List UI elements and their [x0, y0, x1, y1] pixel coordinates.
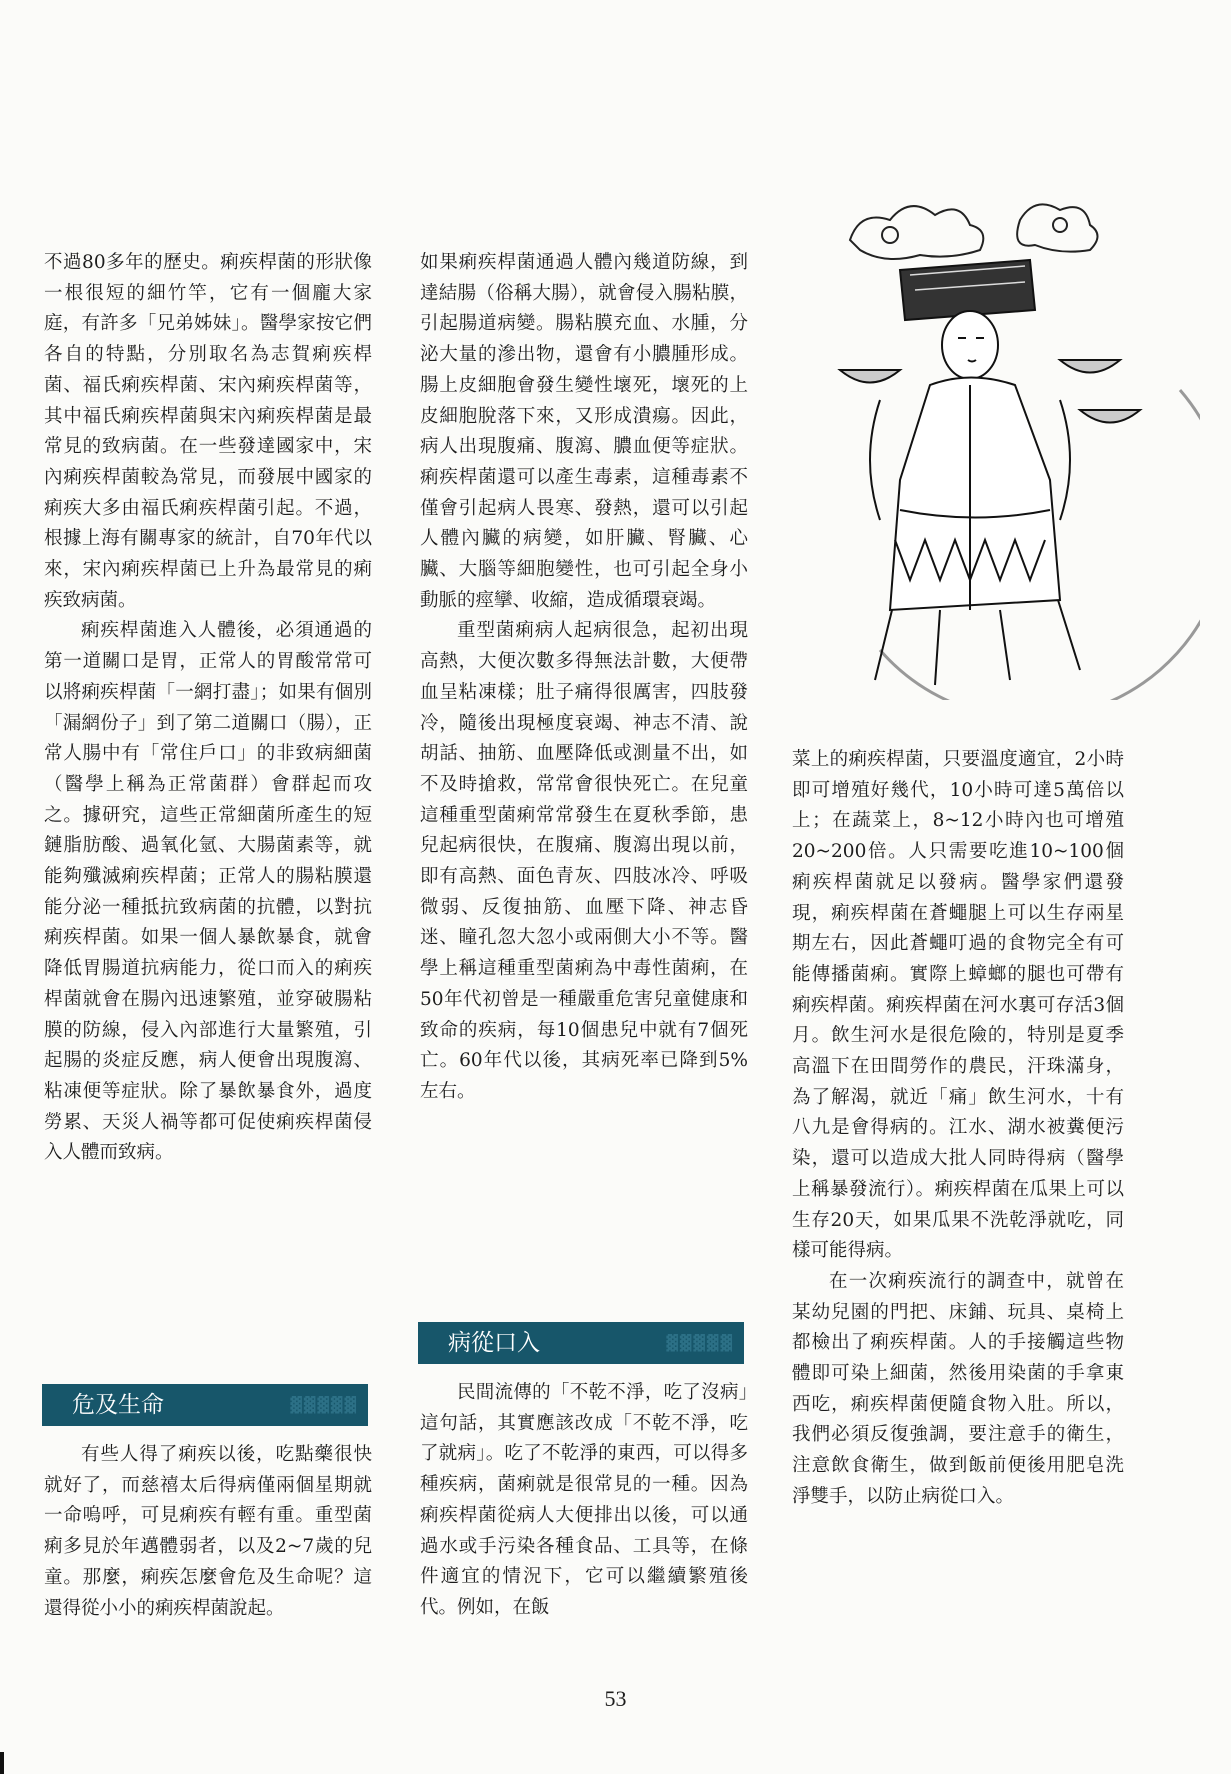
paragraph: 如果痢疾桿菌通過人體內幾道防線，到達結腸（俗稱大腸），就會侵入腸粘膜，引起腸道病變。腸粘膜充血、水腫，分泌大量的滲出物，還會有小膿腫形成。腸上皮細胞會發生變性壞死，壞死的上皮細胞脫落下來，又形成潰瘍。因此，病人出現腹痛、腹瀉、膿血便等症狀。痢疾桿菌還可以產生毒素，這種毒素不僅會引起病人畏寒、發熱，還可以引起人體內臟的病變，如肝臟、腎臟、心臟、大腦等細胞變性，也可引起全身小動脈的痙攣、收縮，造成循環衰竭。	[420, 252, 748, 611]
paragraph: 重型菌痢病人起病很急，起初出現高熱，大便次數多得無法計數，大便帶血呈粘凍樣；肚子痛得很厲害，四肢發冷，隨後出現極度衰竭、神志不清、說胡話、抽筋、血壓降低或測量不出，如不及時搶救，常常會很快死亡。在兒童這種重型菌痢常常發生在夏秋季節，患兒起病很快，在腹痛、腹瀉出現以前，即有高熱、面色青灰、四肢冰冷、呼吸微弱、反復抽筋、血壓下降、神志昏迷、瞳孔忽大忽小或兩側大小不等。醫學上稱這種重型菌痢為中毒性菌痢，在50年代初曾是一種嚴重危害兒童健康和致命的疾病，每10個患兒中就有7個死亡。60年代以後，其病死率已降到5%左右。	[420, 620, 748, 1102]
scan-mark	[0, 1752, 4, 1774]
paragraph: 菜上的痢疾桿菌，只要溫度適宜，2小時即可增殖好幾代，10小時可達5萬倍以上；在蔬菜上，8~12小時內也可增殖20~200倍。人只需要吃進10~100個痢疾桿菌就足以發病。醫學家們還發現，痢疾桿菌在蒼蠅腿上可以生存兩星期左右，因此蒼蠅叮過的食物完全有可能傳播菌痢。實際上蟑螂的腿也可帶有痢疾桿菌。痢疾桿菌在河水裏可存活3個月。飲生河水是很危險的，特別是夏季高溫下在田間勞作的農民，汗珠滿身，為了解渴，就近「痛」飲生河水，十有八九是會得病的。江水、湖水被糞便污染，還可以造成大批人同時得病（醫學上稱暴發流行）。痢疾桿菌在瓜果上可以生存20天，如果瓜果不洗乾淨就吃，同樣可能得病。	[792, 749, 1124, 1262]
paragraph: 痢疾桿菌進入人體後，必須通過的第一道關口是胃，正常人的胃酸常常可以將痢疾桿菌「一網打盡」；如果有個別「漏網份子」到了第二道關口（腸），正常人腸中有「常住戶口」的非致病細菌（醫學上稱為正常菌群）會群起而攻之。據研究，這些正常細菌所產生的短鏈脂肪酸、過氧化氫、大腸菌素等，就能夠殲滅痢疾桿菌；正常人的腸粘膜還能分泌一種抵抗致病菌的抗體，以對抗痢疾桿菌。如果一個人暴飲暴食，就會降低胃腸道抗病能力，從口而入的痢疾桿菌就會在腸內迅速繁殖，並穿破腸粘膜的防線，侵入內部進行大量繁殖，引起腸的炎症反應，病人便會出現腹瀉、粘凍便等症狀。除了暴飲暴食外，過度勞累、天災人禍等都可促使痢疾桿菌侵入人體而致病。	[44, 620, 372, 1164]
robe	[870, 378, 1080, 686]
cloud-ornament	[850, 204, 1098, 259]
section-danger-body	[44, 1440, 372, 1624]
column-3	[792, 745, 1124, 1513]
face	[942, 311, 998, 379]
column-1	[44, 248, 372, 1169]
paragraph: 民間流傳的「不乾不淨，吃了沒病」這句話，其實應該改成「不乾不淨，吃了就病」。吃了不乾淨的東西，可以得多種疾病，菌痢就是很常見的一種。因為痢疾桿菌從病人大便排出以後，可以通過水或手污染各種食品、工具等，在條件適宜的情況下，它可以繼續繁殖後代。例如，在飯	[420, 1382, 748, 1618]
section-mouth-body	[420, 1378, 748, 1624]
section-heading-danger	[42, 1384, 368, 1426]
heading-decoration: ▓▓▓▓▓	[666, 1334, 734, 1352]
section-heading-mouth	[418, 1322, 744, 1364]
paragraph: 有些人得了痢疾以後，吃點藥很快就好了，而慈禧太后得病僅兩個星期就一命嗚呼，可見痢疾有輕有重。重型菌痢多見於年邁體弱者，以及2~7歲的兒童。那麼，痢疾怎麼會危及生命呢？這還得從小小的痢疾桿菌說起。	[44, 1444, 372, 1619]
paragraph: 不過80多年的歷史。痢疾桿菌的形狀像一根很短的細竹竿，它有一個龐大家庭，有許多「兄弟姊妹」。醫學家按它們各自的特點，分別取名為志賀痢疾桿菌、福氏痢疾桿菌、宋內痢疾桿菌等，其中福氏痢疾桿菌與宋內痢疾桿菌是最常見的致病菌。在一些發達國家中，宋內痢疾桿菌較為常見，而發展中國家的痢疾大多由福氏痢疾桿菌引起。不過，根據上海有關專家的統計，自70年代以來，宋內痢疾桿菌已上升為最常見的痢疾致病菌。	[44, 252, 372, 611]
empress-illustration	[820, 180, 1200, 700]
column-2	[420, 248, 748, 1108]
section-heading-text: 危及生命	[72, 1392, 164, 1418]
section-heading-text: 病從口入	[448, 1330, 540, 1356]
paragraph: 在一次痢疾流行的調查中，就曾在某幼兒園的門把、床鋪、玩具、桌椅上都檢出了痢疾桿菌。人的手接觸這些物體即可染上細菌，然後用染菌的手拿東西吃，痢疾桿菌便隨食物入肚。所以，我們必須反復強調，要注意手的衛生，注意飲食衛生，做到飯前便後用肥皂洗淨雙手，以防止病從口入。	[792, 1270, 1124, 1507]
page-number: 53	[604, 1686, 627, 1711]
heading-decoration: ▓▓▓▓▓	[290, 1396, 358, 1414]
